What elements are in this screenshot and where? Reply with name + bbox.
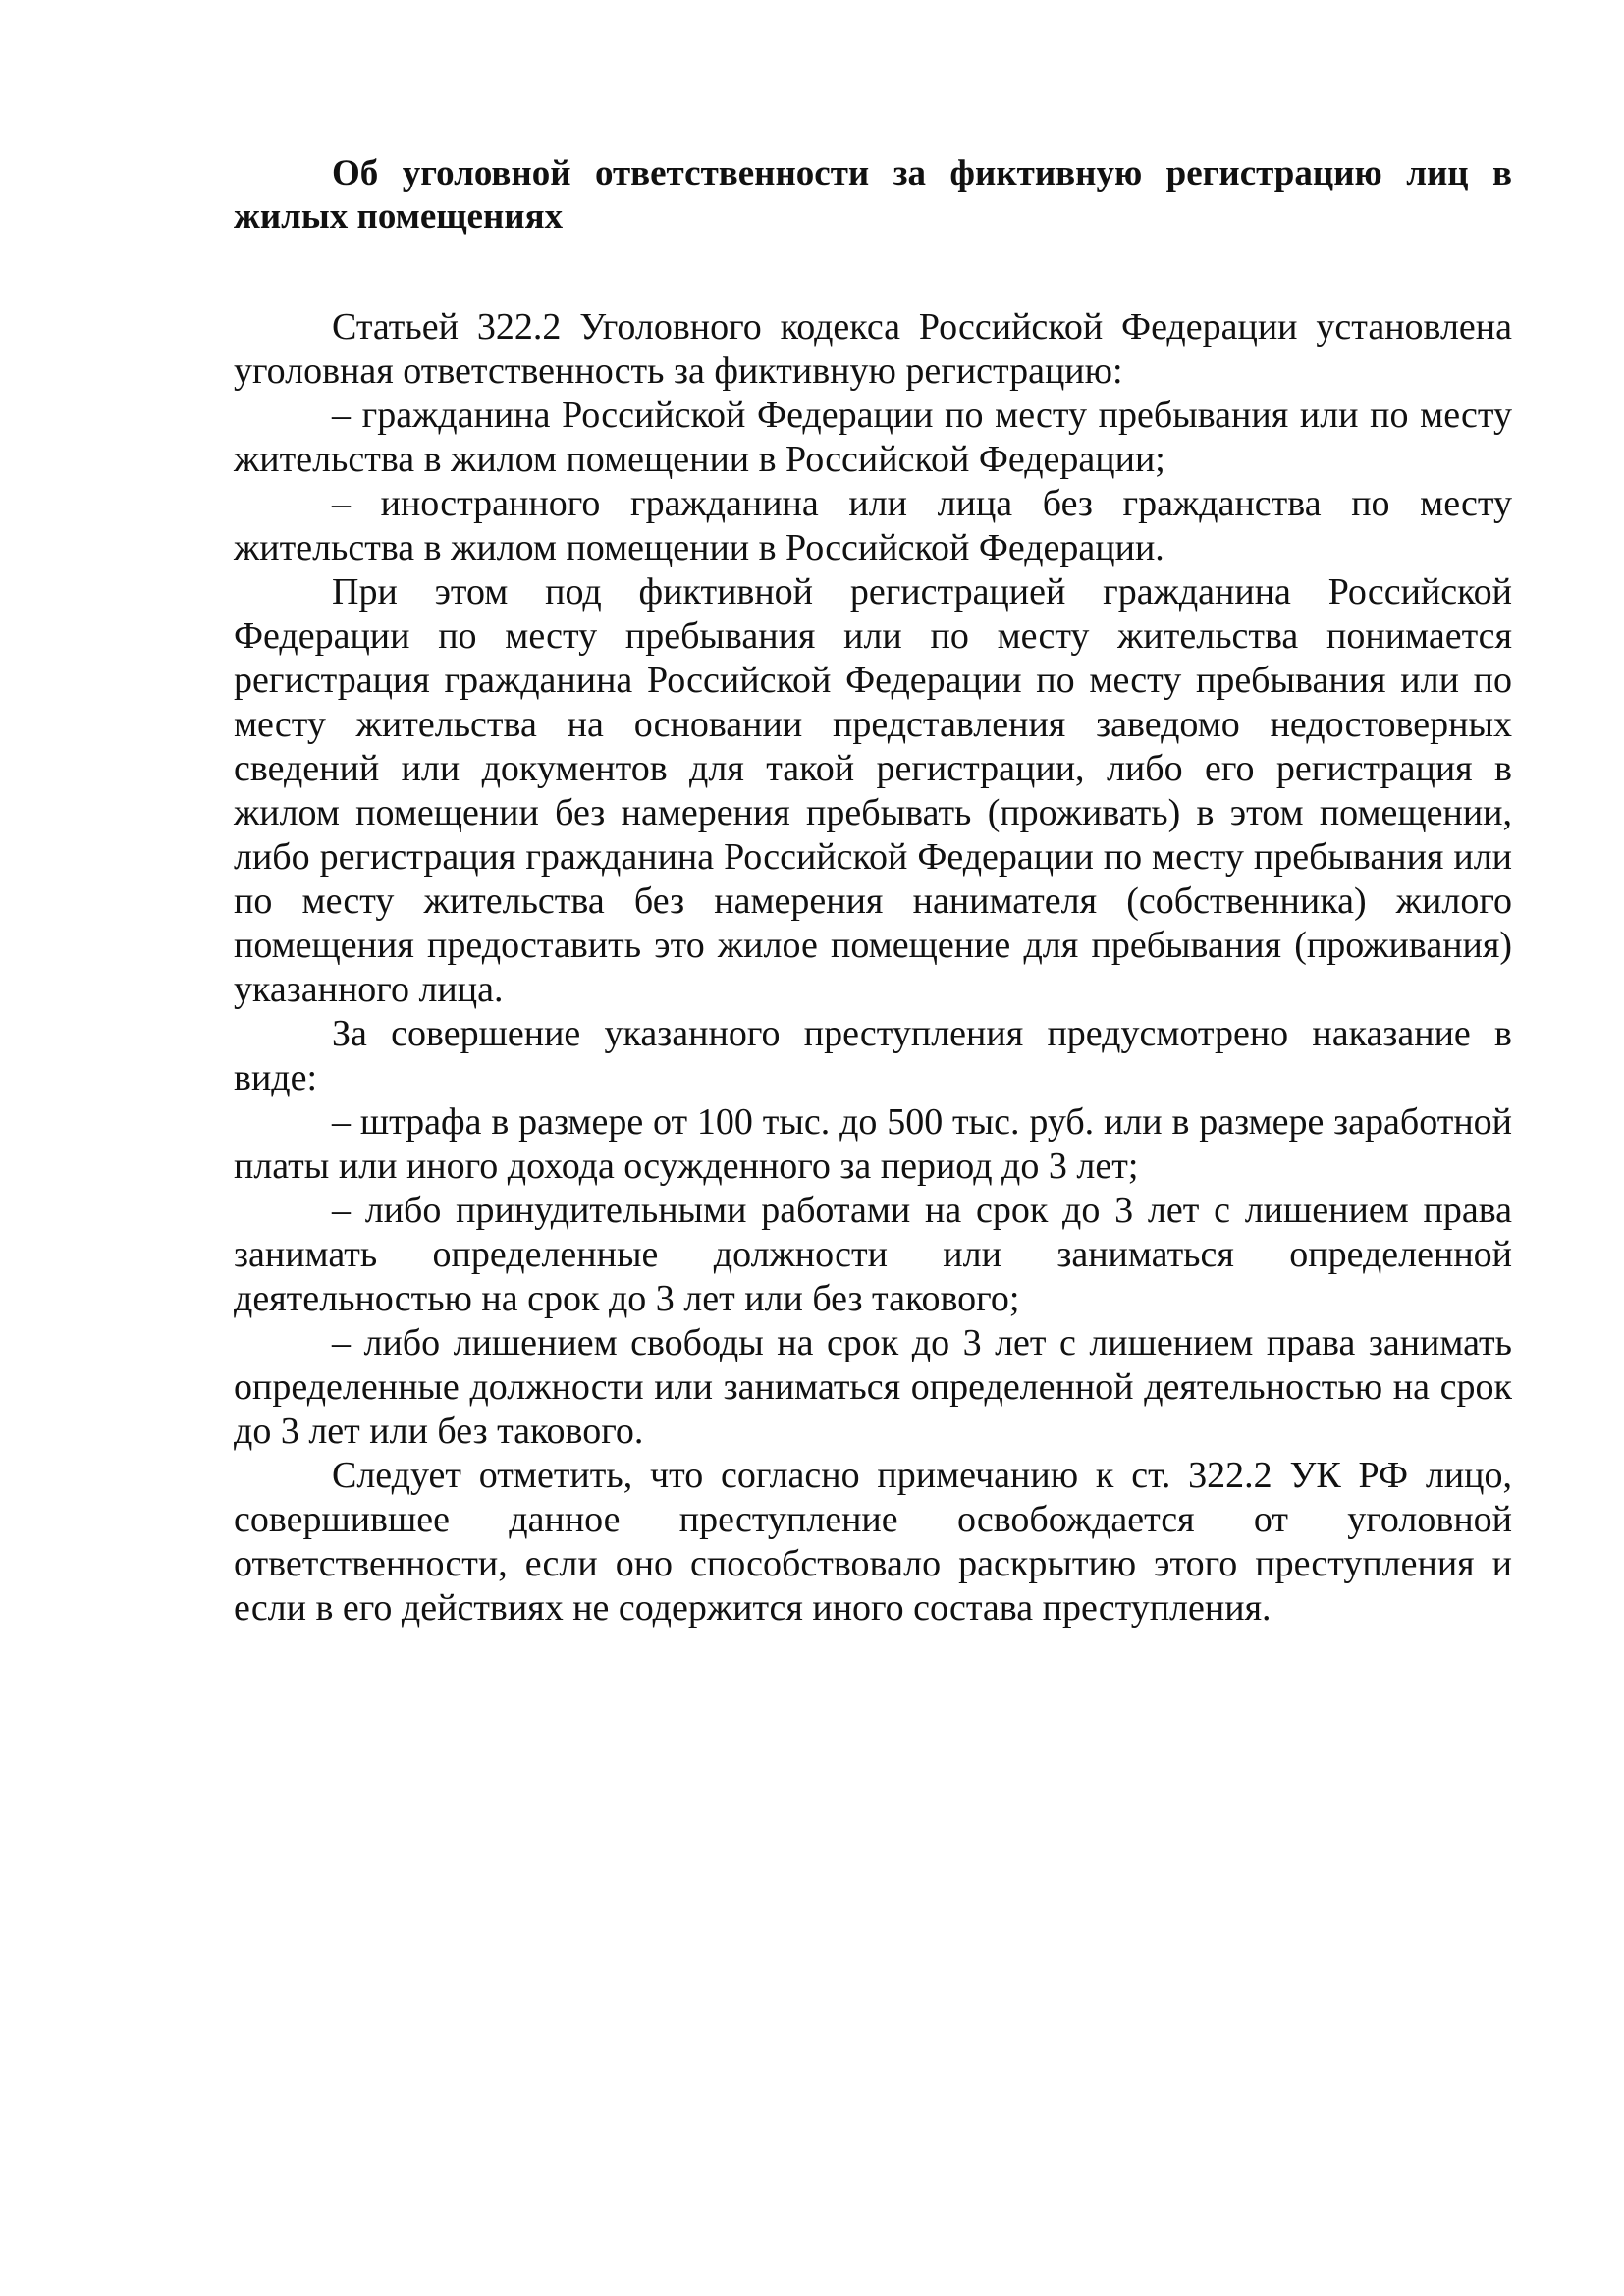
- paragraph-item-imprisonment: – либо лишением свободы на срок до 3 лет с лишением права занимать определенные должности или заниматься определенной деятельностью на срок до 3 лет или без такового.: [234, 1322, 1512, 1452]
- paragraph-item-forced-labor: – либо принудительными работами на срок до 3 лет с лишением права занимать определенные должности или заниматься определенной деятельностью на срок до 3 лет или без такового;: [234, 1190, 1512, 1319]
- paragraph-definition: При этом под фиктивной регистрацией гражданина Российской Федерации по месту пребывания или по месту жительства понимается регистрация гражданина Российской Федерации по месту пребывания или по месту жительства на основании представления заведомо недостоверных сведений или документов для такой регистрации, либо его регистрация в жилом помещении без намерения пребывать (проживать) в этом помещении, либо регистрация гражданина Российской Федерации по месту пребывания или по месту жительства без намерения нанимателя (собственника) жилого помещения предоставить это жилое помещение для пребывания (проживания) указанного лица.: [234, 571, 1512, 1010]
- paragraph-note: Следует отметить, что согласно примечанию к ст. 322.2 УК РФ лицо, совершившее данное преступление освобождается от уголовной ответственности, если оно способствовало раскрытию этого преступления и если в его действиях не содержится иного состава преступления.: [234, 1455, 1512, 1629]
- paragraph-item-citizen: – гражданина Российской Федерации по месту пребывания или по месту жительства в жилом помещении в Российской Федерации;: [234, 395, 1512, 480]
- paragraph-punishment-intro: За совершение указанного преступления предусмотрено наказание в виде:: [234, 1013, 1512, 1098]
- paragraph-item-fine: – штрафа в размере от 100 тыс. до 500 тыс. руб. или в размере заработной платы или иного дохода осужденного за период до 3 лет;: [234, 1101, 1512, 1187]
- paragraph-intro: Статьей 322.2 Уголовного кодекса Российской Федерации установлена уголовная ответственность за фиктивную регистрацию:: [234, 306, 1512, 392]
- title-spacer: [234, 239, 1512, 305]
- document-body: [234, 152, 1512, 1630]
- document-title: Об уголовной ответственности за фиктивную регистрацию лиц в жилых помещениях: [234, 153, 1512, 237]
- paragraph-item-foreigner: – иностранного гражданина или лица без гражданства по месту жительства в жилом помещении в Российской Федерации.: [234, 483, 1512, 568]
